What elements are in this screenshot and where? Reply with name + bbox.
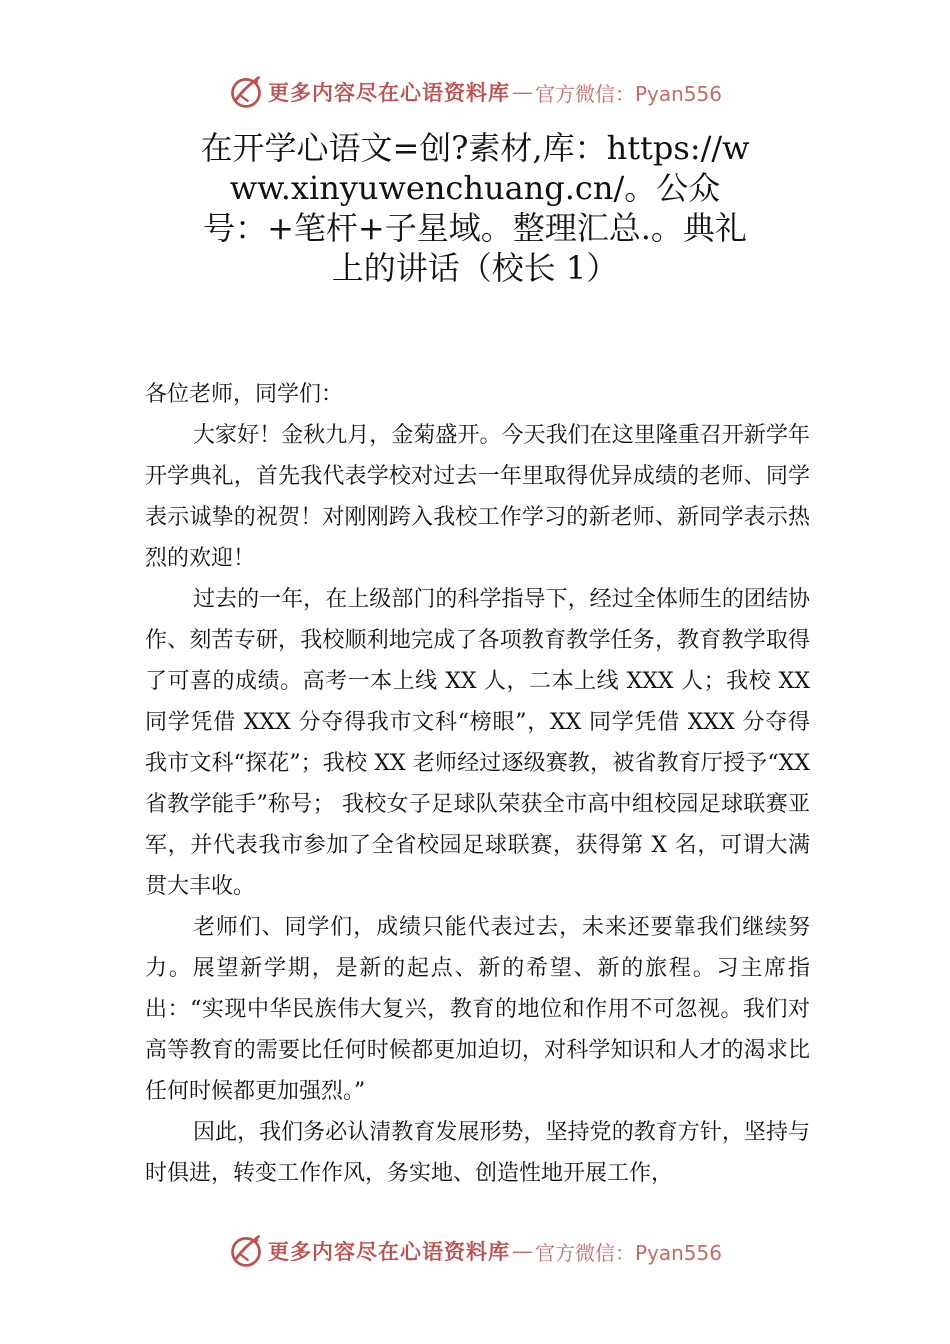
banner-contact-text: 官方微信：Pyan556 [534,1240,722,1265]
body-paragraph: 因此，我们务必认清教育发展形势，坚持党的教育方针，坚持与时俱进，转变工作作风，务实地、创造性地开展工作， [145,1120,810,1186]
calligraphy-pen-logo-icon [228,74,264,110]
banner-dash: — [511,1239,533,1263]
banner-contact-text: 官方微信：Pyan556 [534,81,722,106]
calligraphy-pen-logo-icon [228,1233,264,1269]
body-paragraph: 过去的一年，在上级部门的科学指导下，经过全体师生的团结协作、刻苦专研，我校顺利地完成了各项教育教学任务，教育教学取得了可喜的成绩。高考一本上线 XX 人，二本上线 XXX 人；我校 XX 同学凭借 XXX 分夺得我市文科“榜眼”，XX 同学凭借 XXX 分夺得我市文科“探花”；我校 XX 老师经过逐级赛教，被省教育厅授予“XX 省教学能手”称号； 我校女子足球队荣获全市高中组校园足球联赛亚军，并代表我市参加了全省校园足球联赛，获得第 X 名，可谓大满贯大丰收。 [145,587,810,899]
body-paragraph: 老师们、同学们，成绩只能代表过去，未来还要靠我们继续努力。展望新学期，是新的起点、新的希望、新的旅程。习主席指出：“实现中华民族伟大复兴，教育的地位和作用不可忽视。我们对高等教育的需要比任何时候都更加迫切，对科学知识和人才的渴求比任何时候都更加强烈。” [145,915,810,1104]
body-paragraph: 大家好！金秋九月，金菊盛开。今天我们在这里隆重召开新学年开学典礼，首先我代表学校对过去一年里取得优异成绩的老师、同学表示诚挚的祝贺！对刚刚跨入我校工作学习的新老师、新同学表示热烈的欢迎！ [145,423,810,571]
document-title: 在开学心语文=创?素材,库：https://www.xinyuwenchuang.cn/。公众号：+笔杆+子星域。整理汇总.。典礼上的讲话（校长 1） [200,129,750,287]
header-banner [0,70,950,114]
footer-banner [0,1229,950,1273]
banner-brand-text: 更多内容尽在心语资料库 [267,80,510,105]
banner-brand-text: 更多内容尽在心语资料库 [267,1239,510,1264]
banner-dash: — [511,80,533,104]
salutation: 各位老师，同学们： [145,382,344,407]
document-body [145,374,810,1194]
